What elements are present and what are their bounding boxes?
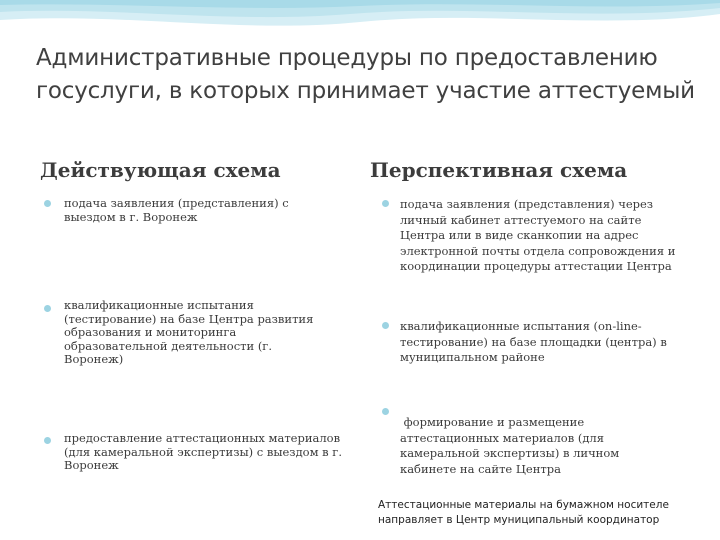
bullet-icon <box>44 305 51 312</box>
bullet-icon <box>382 322 389 329</box>
left-column-heading: Действующая схема <box>40 158 281 182</box>
bullet-icon <box>44 437 51 444</box>
header-wave-decoration <box>0 0 720 40</box>
right-item-1: подача заявления (представления) через личный кабинет аттестуемого на сайте Центра или в виде сканкопии на адрес электронной почты отдела сопровождения и координации процедуры аттестации Центра <box>400 197 676 273</box>
footnote-text: Аттестационные материалы на бумажном носителе направляет в Центр муниципальный координатор <box>378 499 669 526</box>
left-item-3: предоставление аттестационных материалов (для камеральной экспертизы) с выездом в г. Воронеж <box>64 431 342 472</box>
right-column-heading: Перспективная схема <box>370 158 628 182</box>
bullet-icon <box>44 200 51 207</box>
left-item-1: подача заявления (представления) с выездом в г. Воронеж <box>64 196 289 224</box>
bullet-icon <box>382 200 389 207</box>
right-item-2: квалификационные испытания (on-line-тестирование) на базе площадки (центра) в муниципальном районе <box>400 319 667 364</box>
left-item-2: квалификационные испытания (тестирование) на базе Центра развития образования и мониторинга образовательной деятельности (г. Воронеж) <box>64 298 314 366</box>
right-item-3: формирование и размещение аттестационных материалов (для камеральной экспертизы) в личном кабинете на сайте Центра <box>400 415 623 476</box>
bullet-icon <box>382 408 389 415</box>
slide-title: Административные процедуры по предоставлению госуслуги, в которых принимает участие аттестуемый <box>36 45 695 104</box>
